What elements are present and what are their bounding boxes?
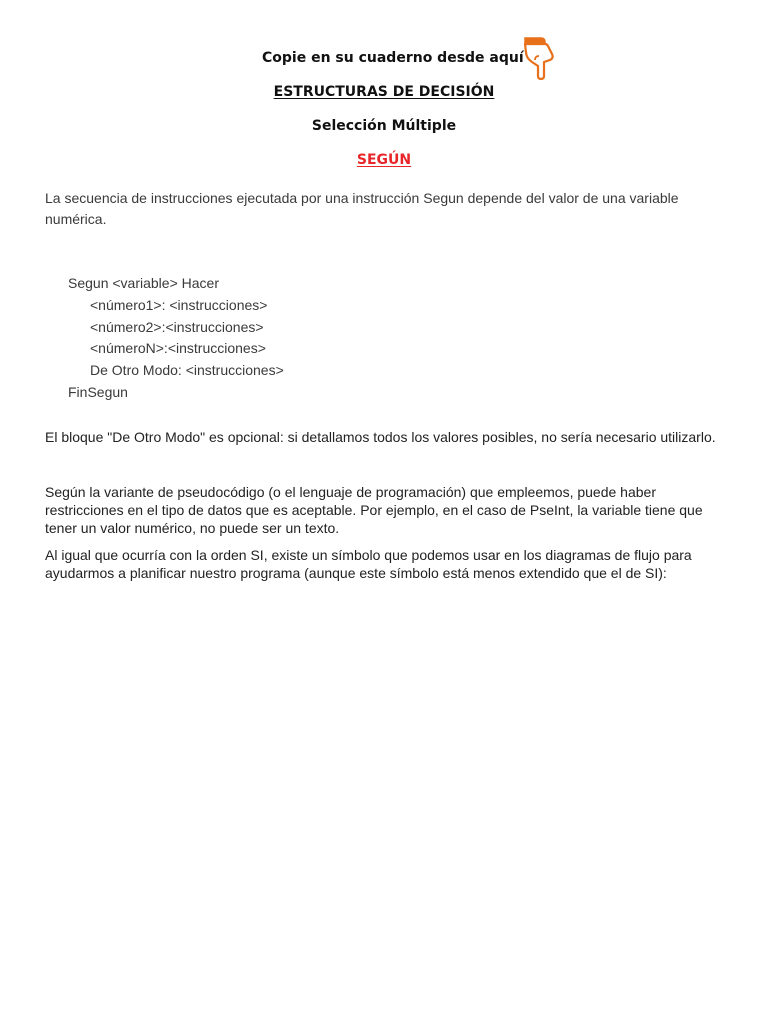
code-line: <número1>: <instrucciones> — [90, 296, 268, 313]
variant-paragraph: Según la variante de pseudocódigo (o el lenguaje de programación) que empleemos, puede haber restricciones en el tipo de datos que es aceptable. Por ejemplo, en el caso de PseInt, la variable tiene que tener un valor numérico, no puede ser un texto. — [45, 484, 703, 536]
optional-note: El bloque "De Otro Modo" es opcional: si detallamos todos los valores posibles, no sería necesario utilizarlo. — [45, 429, 716, 445]
copy-instruction: Copie en su cuaderno desde aquí — [262, 50, 524, 66]
subtitle-seleccion: Selección Múltiple — [311, 118, 457, 134]
keyword-segun: SEGÚN — [356, 152, 412, 168]
pseudocode-block — [68, 273, 284, 404]
code-line: FinSegun — [68, 383, 128, 400]
code-line: Segun <variable> Hacer — [68, 275, 219, 291]
title-estructuras: ESTRUCTURAS DE DECISIÓN — [273, 84, 495, 100]
code-line: <número2>:<instrucciones> — [90, 318, 264, 335]
pointing-down-hand-icon — [515, 30, 559, 80]
code-line: <númeroN>:<instrucciones> — [90, 340, 266, 357]
code-line: De Otro Modo: <instrucciones> — [90, 362, 284, 379]
symbol-paragraph: Al igual que ocurría con la orden SI, existe un símbolo que podemos usar en los diagramas de flujo para ayudarmos a planificar nuestro programa (aunque este símbolo está menos extendido que el de SI): — [45, 547, 692, 581]
intro-paragraph: La secuencia de instrucciones ejecutada por una instrucción Segun depende del valor de una variable numérica. — [45, 190, 679, 227]
